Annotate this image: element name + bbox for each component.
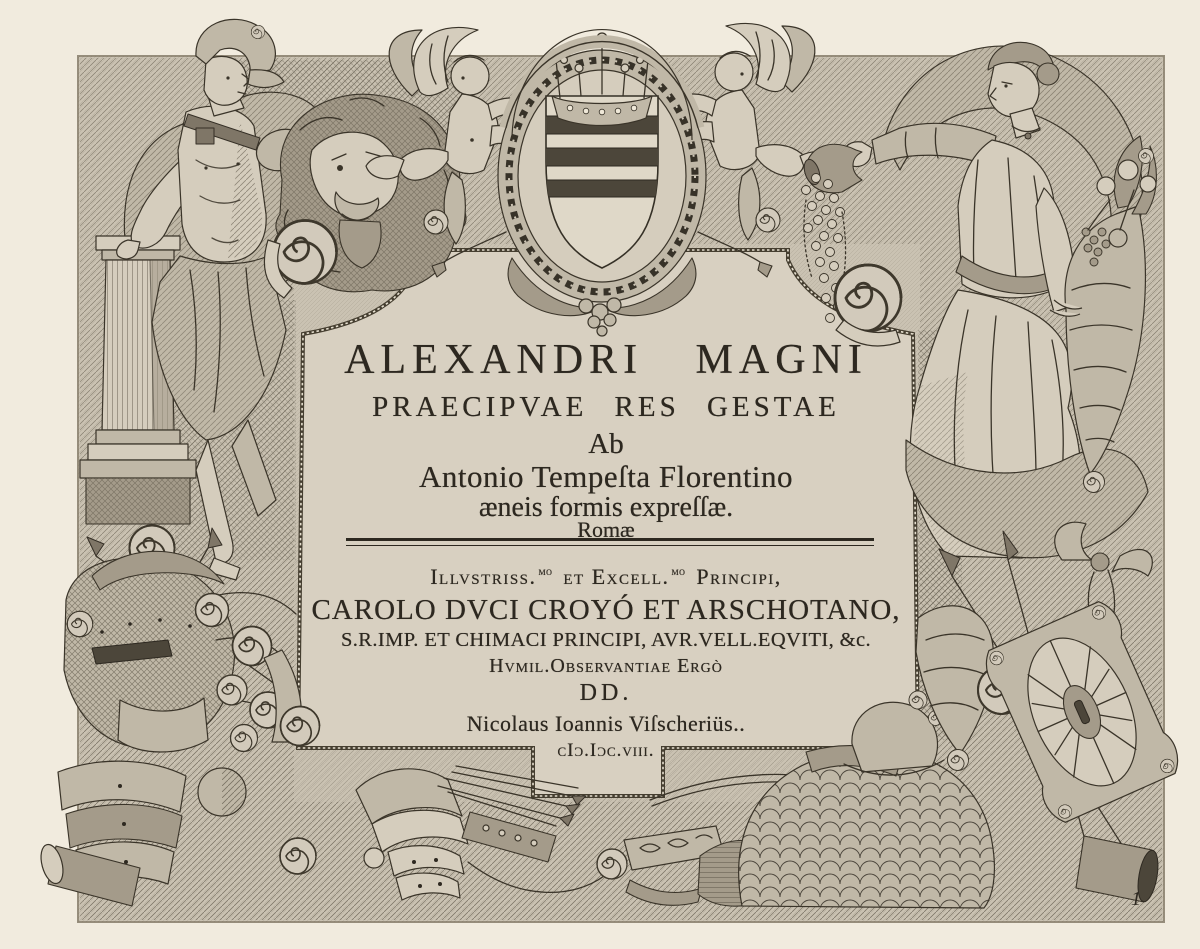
- divider-rule: [346, 538, 874, 546]
- dedicatee-titles: S.R.IMP. ET CHIMACI PRINCIPI, AVR.VELL.EQVITI, &c.: [340, 629, 872, 651]
- artist-name: Antonio Tempeſta Florentino: [418, 459, 794, 494]
- dedicatee-name: CAROLO DVCI CROYÓ ET ARSCHOTANO,: [311, 594, 901, 626]
- place-line: Romæ: [577, 517, 635, 542]
- subtitle: PRAECIPVAE RES GESTAE: [372, 391, 840, 423]
- dedication-seg2: et Excell.: [563, 564, 670, 589]
- dedication-sup1: mo: [538, 564, 553, 578]
- date-roman-numerals: cIɔ.Iɔc.viii.: [557, 740, 655, 761]
- dedication-seg3: Principi,: [696, 564, 782, 589]
- dedication-motto: Hvmil.Observantiae Ergò: [489, 655, 723, 677]
- dedication-seg1: Illvstriss.: [430, 564, 537, 589]
- fesses: [544, 116, 660, 197]
- dedication-dd: DD.: [579, 680, 633, 706]
- plate-number: 1: [1131, 888, 1141, 910]
- dedication-sup2: mo: [671, 564, 686, 578]
- main-title: ALEXANDRI MAGNI: [344, 337, 868, 383]
- dedication-honorifics: [300, 564, 912, 590]
- byline-intro: Ab: [588, 428, 624, 460]
- medium-line: æneis formis expreſſæ.: [478, 492, 734, 523]
- publisher-name: Nicolaus Ioannis Viſscheriüs..: [466, 711, 746, 736]
